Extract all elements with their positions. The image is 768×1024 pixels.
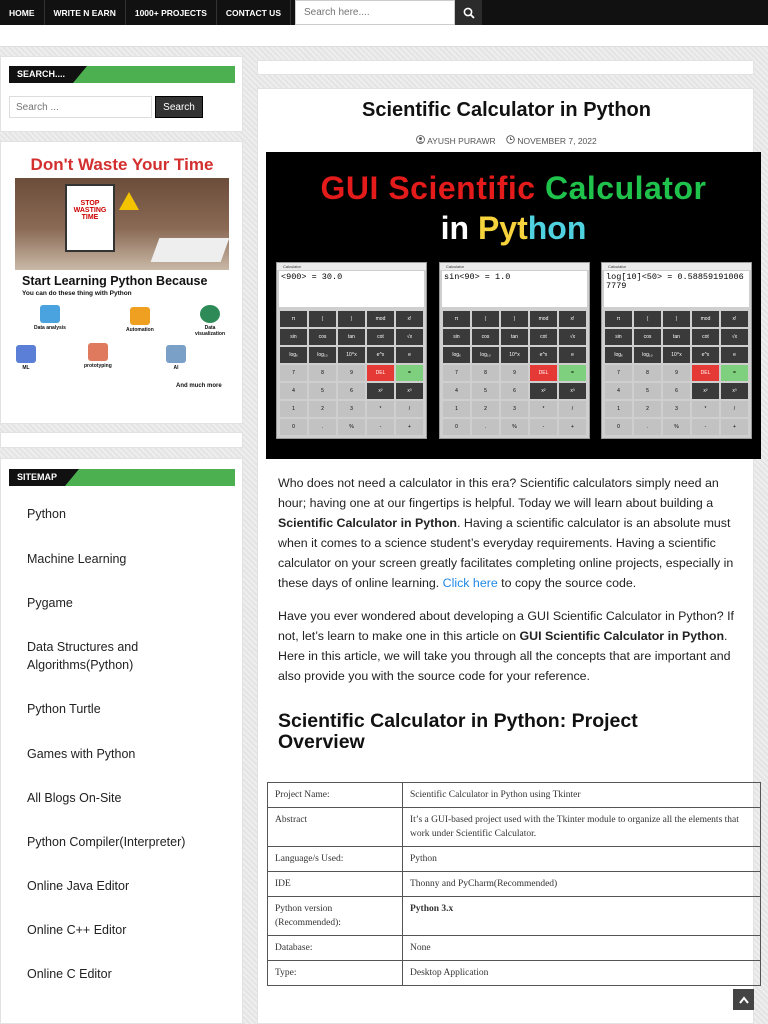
nav-contact-us[interactable]: CONTACT US [217,0,291,25]
top-search-input[interactable] [295,0,455,25]
calculator-key: 7 [280,365,307,381]
calculator-keypad [440,308,589,438]
calculator-titlebar: Calculator [440,263,589,270]
top-search [295,0,482,25]
calculator-window [601,262,752,439]
nav-write-n-earn[interactable]: WRITE N EARN [45,0,126,25]
main-top-strip [257,60,754,75]
top-search-button[interactable] [455,0,482,25]
calculator-key: x! [559,311,586,327]
calculator-key: 1 [443,401,470,417]
table-row [268,847,761,872]
calculator-key: 6 [663,383,690,399]
calculator-key: - [530,419,557,435]
table-row [268,936,761,961]
sitemap-item-cpp-editor[interactable]: Online C++ Editor [27,923,127,937]
calculator-key: + [559,419,586,435]
sitemap-item-c-editor[interactable]: Online C Editor [27,967,112,981]
calculator-key: 1 [605,401,632,417]
calculator-key: 4 [605,383,632,399]
table-key: Type: [268,961,403,986]
calculator-key: logₓ [280,347,307,363]
calculator-key: logₓ [443,347,470,363]
back-to-top-button[interactable] [733,989,754,1010]
calculator-key: 7 [443,365,470,381]
table-value: Python [403,847,761,872]
calculator-key: % [663,419,690,435]
automation-icon: Automation [126,307,154,333]
calculator-key: log₁₀ [472,347,499,363]
calculator-key: π [280,311,307,327]
calculator-key: √x [721,329,748,345]
calculator-key: tan [501,329,528,345]
calculator-key: * [692,401,719,417]
calculator-window [276,262,427,439]
calculator-key: 0 [443,419,470,435]
calculator-key: x² [367,383,394,399]
calculator-key: tan [338,329,365,345]
sidebar-search-button[interactable]: Search [155,96,203,118]
calculator-key: 10^x [338,347,365,363]
table-key: Python version (Recommended): [268,897,403,936]
hero-title-line-2: in Python [440,210,587,246]
click-here-link[interactable]: Click here [442,576,498,590]
project-overview-table [267,782,761,986]
calculator-key: 3 [501,401,528,417]
calculator-key: + [396,419,423,435]
calculator-key: / [559,401,586,417]
section-heading: Scientific Calculator in Python: Project Overview [278,710,638,753]
calculator-key: + [721,419,748,435]
table-key: Database: [268,936,403,961]
calculator-key: 2 [472,401,499,417]
calculator-key: sin [605,329,632,345]
post-meta [258,135,755,146]
post-title: Scientific Calculator in Python [362,99,651,121]
ai-icon: AI [166,345,186,371]
second-paragraph: Have you ever wondered about developing a GUI Scientific Calculator in Python? If not, let’s learn to make one in this article on GUI Scientific Calculator in Python. Here in this article, we will take you through all the concepts that are important and also provide you with the source code for your reference. [278,609,734,683]
hero-title-line-1: GUI Scientific Calculator [320,170,707,206]
calculator-window [439,262,590,439]
sitemap-item-dsa[interactable]: Data Structures and Algorithms(Python) [27,640,139,672]
calculator-key: 9 [338,365,365,381]
calculator-key: 9 [501,365,528,381]
clock-icon [506,135,515,144]
nav-home[interactable]: HOME [0,0,45,25]
table-key: Abstract [268,808,403,847]
calculator-key: - [692,419,719,435]
calculator-key: cos [309,329,336,345]
calculator-titlebar: Calculator [277,263,426,270]
sitemap-item-python-compiler[interactable]: Python Compiler(Interpreter) [27,835,186,849]
calculator-key: x³ [721,383,748,399]
table-key: IDE [268,872,403,897]
table-row [268,961,761,986]
table-value: Desktop Application [403,961,761,986]
data-visualization-icon: Data visualization [190,305,230,337]
calculator-key: cot [530,329,557,345]
calculator-display: sin<90> = 1.0 [442,271,587,307]
calculator-keypad [602,308,751,438]
calculator-key: x! [721,311,748,327]
calculator-key: DEL [692,365,719,381]
calculator-key: / [396,401,423,417]
calculator-key: 8 [309,365,336,381]
calculator-key: e [396,347,423,363]
table-value: Scientific Calculator in Python using Tkinter [403,783,761,808]
table-row [268,808,761,847]
calculator-key: ) [663,311,690,327]
calculator-key: log₁₀ [634,347,661,363]
ad-headline: Don't Waste Your Time [30,155,214,174]
sitemap-item-all-blogs[interactable]: All Blogs On-Site [27,791,122,805]
sitemap-item-pygame[interactable]: Pygame [27,596,73,610]
calculator-key: cot [692,329,719,345]
calculator-key: 8 [634,365,661,381]
calculator-key: DEL [367,365,394,381]
calculator-key: cot [367,329,394,345]
calculator-key: sin [443,329,470,345]
table-key: Project Name: [268,783,403,808]
intro-paragraph: Who does not need a calculator in this era? Scientific calculators simply need an hour; having one at our fingertips is helpful. Today we will learn about building a Scientific Calculator in Python. Having a scientific calculator is an absolute must when it comes to a science student’s everyday requirements. Having a scientific calculator on your screen greatly facilitates completing online projects, especially in these days of online learning. Click here to copy the source code. [278,476,734,590]
calculator-key: 3 [338,401,365,417]
calculator-key: = [559,365,586,381]
calculator-key: e^x [692,347,719,363]
calculator-key: 7 [605,365,632,381]
sitemap-item-java-editor[interactable]: Online Java Editor [27,879,130,893]
calculator-key: e [721,347,748,363]
calculator-key: logₓ [605,347,632,363]
calculator-key: mod [692,311,719,327]
table-row [268,897,761,936]
calculator-key: sin [280,329,307,345]
warning-sign-icon [119,192,139,210]
calculator-key: / [721,401,748,417]
table-key: Language/s Used: [268,847,403,872]
sitemap-widget [0,458,243,1024]
calculator-key: 2 [309,401,336,417]
calculator-key: x² [530,383,557,399]
calculator-key: ) [338,311,365,327]
sidebar-search-input[interactable] [9,96,152,118]
calculator-display: <900> = 30.0 [279,271,424,307]
calculator-key: 6 [338,383,365,399]
calculator-key: 0 [280,419,307,435]
calculator-key: √x [396,329,423,345]
nav-projects[interactable]: 1000+ PROJECTS [126,0,217,25]
table-value: It’s a GUI-based project used with the Tkinter module to organize all the elements that work under Scientific Calculator. [403,808,761,847]
calculator-key: ) [501,311,528,327]
calculator-key: x³ [559,383,586,399]
hero-image [266,152,761,459]
calculator-key: * [530,401,557,417]
calculator-key: e^x [367,347,394,363]
table-row [268,872,761,897]
calculator-key: 8 [472,365,499,381]
ad-icon-grid [14,297,230,397]
calculator-key: 3 [663,401,690,417]
ad-subhead: Start Learning Python Because [22,274,208,288]
search-widget-title: SEARCH.... [9,66,235,83]
spacer-widget [0,432,243,448]
calculator-key: 5 [309,383,336,399]
calculator-key: ( [309,311,336,327]
calculator-key: 1 [280,401,307,417]
calculator-key: x³ [396,383,423,399]
keyboard-icon [151,238,230,262]
data-analysis-icon: Data analysis [34,305,66,331]
top-navbar [0,0,768,25]
calculator-key: 10^x [501,347,528,363]
calculator-key: e [559,347,586,363]
table-value: None [403,936,761,961]
calculator-key: - [367,419,394,435]
calculator-key: 2 [634,401,661,417]
calculator-key: . [472,419,499,435]
calculator-key: 6 [501,383,528,399]
calculator-key: 4 [443,383,470,399]
calculator-key: cos [634,329,661,345]
calculator-key: mod [530,311,557,327]
sitemap-item-python[interactable]: Python [27,507,66,521]
calculator-key: % [501,419,528,435]
calculator-keypad [277,308,426,438]
ad-small-text: You can do these thing with Python [22,290,132,297]
calendar-icon [65,184,115,252]
calculator-key: e^x [530,347,557,363]
calculator-key: . [634,419,661,435]
table-value: Python 3.x [403,897,761,936]
ad-calendar-text: STOP WASTING TIME [73,200,107,221]
calculator-key: ( [472,311,499,327]
date-link[interactable]: NOVEMBER 7, 2022 [506,136,597,146]
calculator-key: . [309,419,336,435]
table-value: Thonny and PyCharm(Recommended) [403,872,761,897]
calculator-key: 5 [472,383,499,399]
calculator-key: tan [663,329,690,345]
calculator-key: 0 [605,419,632,435]
author-link[interactable]: AYUSH PURAWR [416,136,498,146]
calculator-key: π [443,311,470,327]
prototyping-icon: prototyping [84,343,112,369]
header-strip [0,25,768,47]
calculator-key: 10^x [663,347,690,363]
calculator-key: DEL [530,365,557,381]
user-icon [416,135,425,144]
calculator-titlebar: Calculator [602,263,751,270]
post-article [257,88,754,1024]
search-icon [463,7,475,19]
calculator-key: 4 [280,383,307,399]
calculator-key: cos [472,329,499,345]
calculator-key: log₁₀ [309,347,336,363]
calculator-display: log[10]<50> = 0.588591910067779 [604,271,749,307]
ml-icon: ML [16,345,36,371]
calculator-key: mod [367,311,394,327]
sitemap-item-games[interactable]: Games with Python [27,747,136,761]
python-ad-banner[interactable] [14,153,230,399]
calculator-key: √x [559,329,586,345]
calculator-key: = [721,365,748,381]
calculator-key: x² [692,383,719,399]
calculator-key: x! [396,311,423,327]
calculator-key: 5 [634,383,661,399]
calculator-key: % [338,419,365,435]
ad-more-text: And much more [176,383,222,389]
sitemap-widget-title: SITEMAP [9,469,235,486]
calculator-key: * [367,401,394,417]
sitemap-item-machine-learning[interactable]: Machine Learning [27,552,127,566]
sitemap-item-python-turtle[interactable]: Python Turtle [27,702,101,716]
calculator-key: 9 [663,365,690,381]
calculator-key: ( [634,311,661,327]
chevron-up-icon [739,996,749,1004]
table-row [268,783,761,808]
calculator-key: π [605,311,632,327]
calculator-key: = [396,365,423,381]
ad-photo [15,178,229,270]
